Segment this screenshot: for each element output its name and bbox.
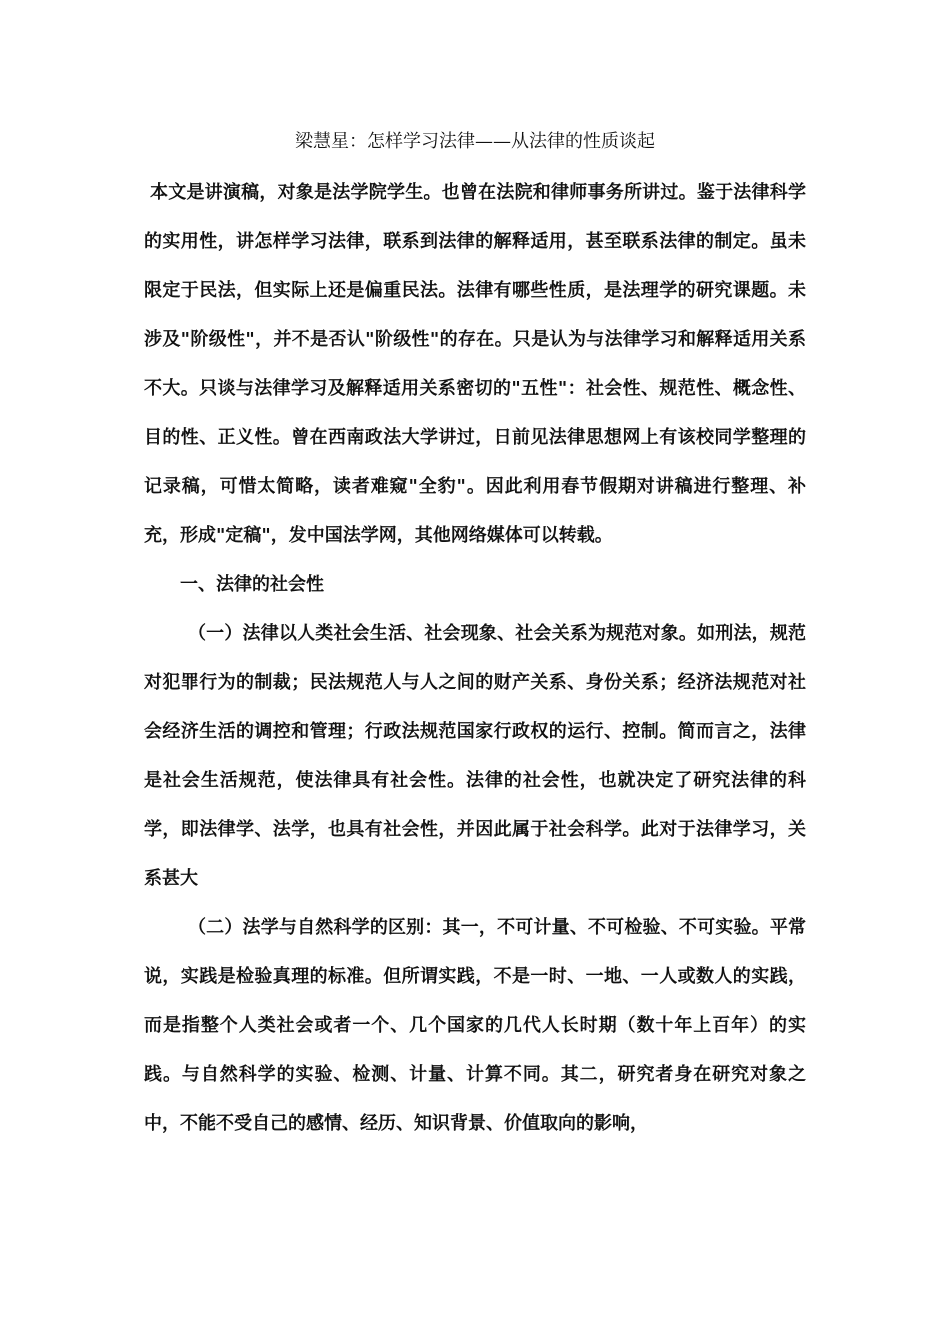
- document-body: [144, 168, 806, 1148]
- body-paragraph-1: （一）法律以人类社会生活、社会现象、社会关系为规范对象。如刑法，规范对犯罪行为的制裁；民法规范人与人之间的财产关系、身份关系；经济法规范对社会经济生活的调控和管理；行政法规范国家行政权的运行、控制。简而言之，法律是社会生活规范，使法律具有社会性。法律的社会性，也就决定了研究法律的科学，即法律学、法学，也具有社会性，并因此属于社会科学。此对于法律学习，关系甚大: [144, 623, 806, 889]
- section-heading: 一、法律的社会性: [180, 574, 324, 595]
- document-title: 梁慧星：怎样学习法律——从法律的性质谈起: [295, 131, 655, 152]
- intro-paragraph: 本文是讲演稿，对象是法学院学生。也曾在法院和律师事务所讲过。鉴于法律科学的实用性，讲怎样学习法律，联系到法律的解释适用，甚至联系法律的制定。虽未限定于民法，但实际上还是偏重民法。法律有哪些性质，是法理学的研究课题。未涉及"阶级性"，并不是否认"阶级性"的存在。只是认为与法律学习和解释适用关系不大。只谈与法律学习及解释适用关系密切的"五性"：社会性、规范性、概念性、目的性、正义性。曾在西南政法大学讲过，日前见法律思想网上有该校同学整理的记录稿，可惜太简略，读者难窥"全豹"。因此利用春节假期对讲稿进行整理、补充，形成"定稿"，发中国法学网，其他网络媒体可以转载。: [144, 182, 806, 546]
- body-paragraph-2: （二）法学与自然科学的区别：其一，不可计量、不可检验、不可实验。平常说，实践是检验真理的标准。但所谓实践，不是一时、一地、一人或数人的实践，而是指整个人类社会或者一个、几个国家的几代人长时期（数十年上百年）的实践。与自然科学的实验、检测、计量、计算不同。其二，研究者身在研究对象之中，不能不受自己的感情、经历、知识背景、价值取向的影响，: [144, 917, 806, 1134]
